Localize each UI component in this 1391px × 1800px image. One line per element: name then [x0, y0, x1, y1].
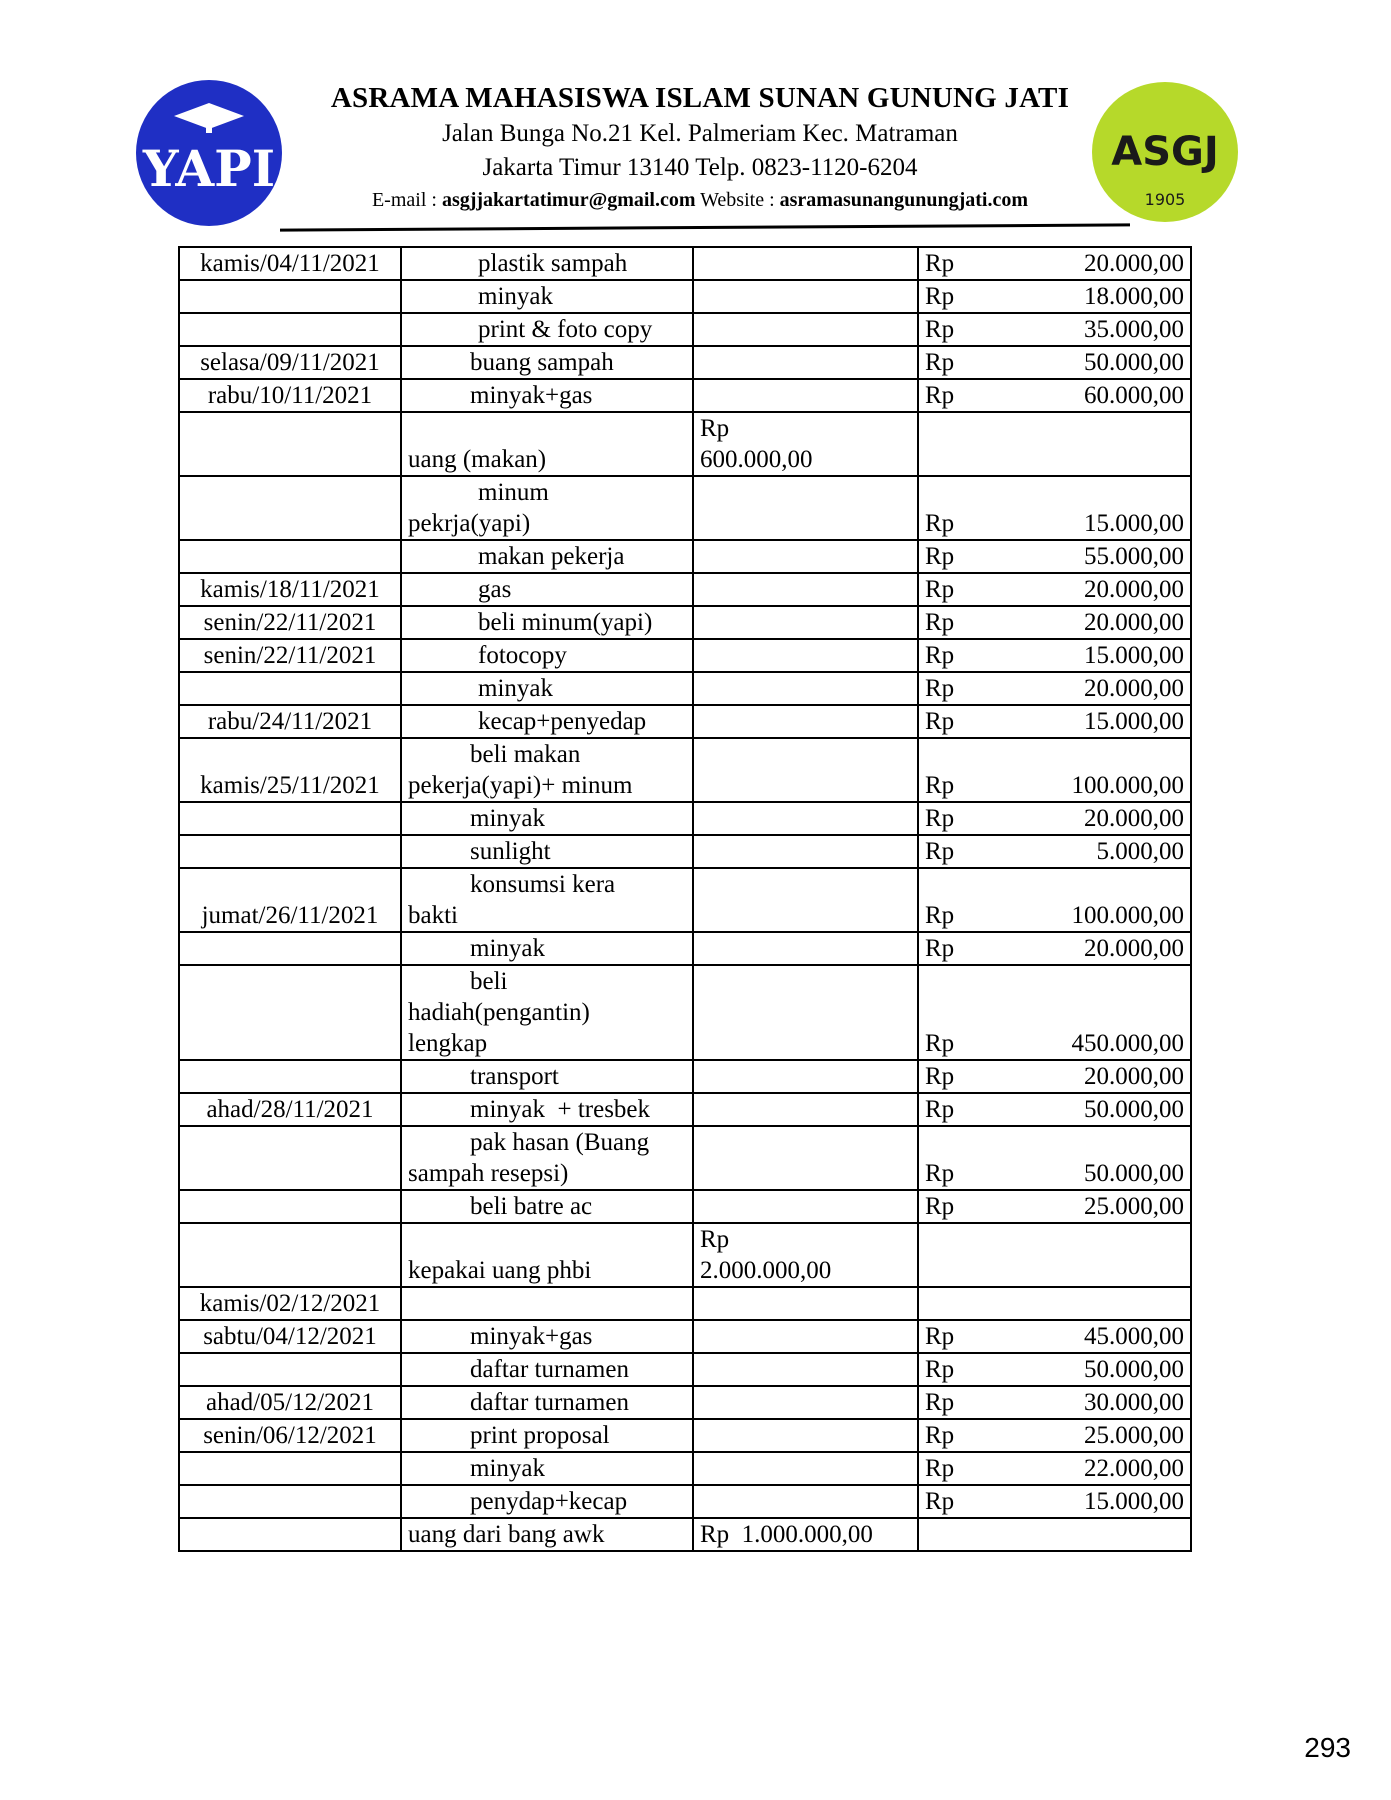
page-number: 293: [1304, 1732, 1351, 1763]
description-cell: [401, 1223, 693, 1287]
date-cell: rabu/10/11/2021: [179, 379, 401, 412]
table-row: [179, 1419, 1191, 1452]
income-cell: [693, 1060, 918, 1093]
table-row: [179, 606, 1191, 639]
currency-label: Rp: [925, 316, 955, 343]
amount-value: 50.000,00: [1084, 1160, 1184, 1187]
description-cell: [401, 1126, 693, 1190]
description-line: minyak: [470, 935, 545, 962]
description-line: buang sampah: [470, 349, 614, 376]
description-line: pekerja(yapi)+ minum: [408, 772, 633, 799]
table-row: [179, 1452, 1191, 1485]
expense-cell: [918, 705, 1191, 738]
description-cell: [401, 346, 693, 379]
expense-cell: [918, 1518, 1191, 1551]
amount-value: 15.000,00: [1084, 642, 1184, 669]
description-line: minyak: [478, 675, 553, 702]
amount-value: 18.000,00: [1084, 283, 1184, 310]
amount-value: 25.000,00: [1084, 1422, 1184, 1449]
table-row: [179, 313, 1191, 346]
income-cell: [693, 672, 918, 705]
currency-label: Rp: [925, 283, 955, 310]
income-cell: [693, 1320, 918, 1353]
expense-cell: [918, 1419, 1191, 1452]
description-cell: [401, 835, 693, 868]
description-cell: [401, 1353, 693, 1386]
currency-label: Rp: [925, 675, 955, 702]
date-cell: [179, 412, 401, 476]
income-cell: [693, 639, 918, 672]
date-cell: [179, 1060, 401, 1093]
date-cell: [179, 1452, 401, 1485]
description-line: gas: [478, 576, 512, 603]
description-cell: [401, 1386, 693, 1419]
description-line: kepakai uang phbi: [408, 1257, 592, 1284]
table-row: [179, 1093, 1191, 1126]
expense-cell: [918, 835, 1191, 868]
table-row: [179, 247, 1191, 280]
amount-value: 50.000,00: [1084, 1096, 1184, 1123]
description-line: print & foto copy: [478, 316, 653, 343]
income-cell: [693, 540, 918, 573]
expense-cell: [918, 1452, 1191, 1485]
description-cell: [401, 1060, 693, 1093]
description-cell: [401, 412, 693, 476]
expense-cell: [918, 1287, 1191, 1320]
amount-value: 5.000,00: [1096, 838, 1184, 865]
description-cell: [401, 1190, 693, 1223]
description-cell: [401, 802, 693, 835]
currency-label: Rp: [925, 609, 955, 636]
description-cell: [401, 1320, 693, 1353]
table-row: [179, 412, 1191, 476]
currency-label: Rp: [925, 1096, 955, 1123]
table-row: [179, 346, 1191, 379]
income-cell: [693, 932, 918, 965]
income-cell: [693, 379, 918, 412]
date-cell: [179, 802, 401, 835]
table-row: [179, 1386, 1191, 1419]
date-cell: ahad/28/11/2021: [179, 1093, 401, 1126]
income-cell: [693, 1093, 918, 1126]
table-row: [179, 280, 1191, 313]
expense-cell: [918, 639, 1191, 672]
amount-value: 55.000,00: [1084, 543, 1184, 570]
amount-value: 15.000,00: [1084, 1488, 1184, 1515]
currency-label: Rp: [925, 1455, 955, 1482]
date-cell: rabu/24/11/2021: [179, 705, 401, 738]
currency-label: Rp: [925, 250, 955, 277]
date-cell: [179, 932, 401, 965]
expense-cell: [918, 1093, 1191, 1126]
date-cell: [179, 835, 401, 868]
currency-label: Rp: [925, 1323, 955, 1350]
description-cell: [401, 932, 693, 965]
description-line: lengkap: [408, 1030, 488, 1057]
amount-value: 100.000,00: [1071, 772, 1184, 799]
income-cell: [693, 835, 918, 868]
currency-label: Rp: [925, 708, 955, 735]
date-cell: senin/22/11/2021: [179, 639, 401, 672]
description-cell: [401, 672, 693, 705]
amount-value: 450.000,00: [1071, 1030, 1184, 1057]
date-cell: senin/06/12/2021: [179, 1419, 401, 1452]
svg-text:YAPI: YAPI: [142, 139, 276, 198]
amount-value: 15.000,00: [1084, 708, 1184, 735]
date-cell: [179, 965, 401, 1060]
date-cell: kamis/02/12/2021: [179, 1287, 401, 1320]
expense-cell: [918, 313, 1191, 346]
description-cell: [401, 1485, 693, 1518]
amount-value: 25.000,00: [1084, 1193, 1184, 1220]
description-line: minyak + tresbek: [470, 1096, 651, 1123]
amount-value: 20.000,00: [1084, 935, 1184, 962]
table-row: [179, 672, 1191, 705]
currency-label: Rp: [925, 1488, 955, 1515]
expense-cell: [918, 932, 1191, 965]
income-cell: Rp 2.000.000,00: [693, 1223, 918, 1287]
date-cell: [179, 313, 401, 346]
expense-cell: [918, 346, 1191, 379]
description-line: konsumsi kera: [470, 871, 616, 898]
currency-label: Rp: [925, 543, 955, 570]
website-label: Website :: [695, 189, 780, 211]
expense-cell: [918, 672, 1191, 705]
table-row: [179, 379, 1191, 412]
description-cell: [401, 476, 693, 540]
expense-cell: [918, 412, 1191, 476]
address-line-2: Jakarta Timur 13140 Telp. 0823-1120-6204: [482, 154, 918, 181]
website-address: asramasunangunungjati.com: [779, 189, 1029, 211]
description-line: hadiah(pengantin): [408, 999, 590, 1026]
svg-text:ASGJ: ASGJ: [1111, 129, 1219, 175]
table-row: [179, 573, 1191, 606]
currency-label: Rp: [925, 902, 955, 929]
description-line: penydap+kecap: [470, 1488, 628, 1515]
description-cell: [401, 868, 693, 932]
amount-value: 15.000,00: [1084, 510, 1184, 537]
date-cell: [179, 1353, 401, 1386]
currency-label: Rp: [925, 805, 955, 832]
description-line: fotocopy: [478, 642, 567, 669]
description-cell: [401, 965, 693, 1060]
income-cell: [693, 606, 918, 639]
currency-label: Rp: [925, 838, 955, 865]
table-row: [179, 1190, 1191, 1223]
income-cell: [693, 247, 918, 280]
table-row: [179, 1485, 1191, 1518]
description-line: bakti: [408, 902, 458, 929]
date-cell: selasa/09/11/2021: [179, 346, 401, 379]
income-cell: [693, 346, 918, 379]
date-cell: ahad/05/12/2021: [179, 1386, 401, 1419]
income-cell: [693, 868, 918, 932]
expense-cell: [918, 1485, 1191, 1518]
expense-cell: [918, 868, 1191, 932]
description-line: minyak: [478, 283, 553, 310]
expense-cell: [918, 606, 1191, 639]
amount-value: 100.000,00: [1071, 902, 1184, 929]
income-cell: [693, 1419, 918, 1452]
expense-cell: [918, 247, 1191, 280]
date-cell: kamis/18/11/2021: [179, 573, 401, 606]
table-row: [179, 1353, 1191, 1386]
description-cell: [401, 379, 693, 412]
currency-label: Rp: [925, 1422, 955, 1449]
description-line: sampah resepsi): [408, 1160, 569, 1187]
description-line: minyak: [470, 1455, 545, 1482]
description-line: minyak: [470, 805, 545, 832]
description-line: minyak+gas: [470, 382, 593, 409]
table-row: [179, 1320, 1191, 1353]
amount-value: 20.000,00: [1084, 576, 1184, 603]
description-line: minum: [478, 479, 549, 506]
income-cell: [693, 1287, 918, 1320]
amount-value: 20.000,00: [1084, 675, 1184, 702]
currency-label: Rp: [925, 1063, 955, 1090]
amount-value: 60.000,00: [1084, 382, 1184, 409]
description-line: uang (makan): [408, 446, 547, 473]
date-cell: [179, 1126, 401, 1190]
expense-cell: [918, 1126, 1191, 1190]
description-cell: [401, 1419, 693, 1452]
expense-cell: [918, 379, 1191, 412]
amount-value: 35.000,00: [1084, 316, 1184, 343]
table-row: [179, 802, 1191, 835]
table-row: [179, 965, 1191, 1060]
description-cell: [401, 280, 693, 313]
date-cell: [179, 1223, 401, 1287]
description-line: daftar turnamen: [470, 1356, 629, 1383]
svg-text:1905: 1905: [1144, 190, 1186, 209]
expense-cell: [918, 540, 1191, 573]
table-row: [179, 540, 1191, 573]
email-address: asgjjakartatimur@gmail.com: [441, 189, 696, 211]
amount-value: 30.000,00: [1084, 1389, 1184, 1416]
expense-cell: [918, 802, 1191, 835]
contact-line: [250, 189, 1150, 212]
description-line: minyak+gas: [470, 1323, 593, 1350]
income-cell: [693, 802, 918, 835]
description-line: beli minum(yapi): [478, 609, 653, 636]
description-cell: [401, 573, 693, 606]
description-cell: [401, 738, 693, 802]
table-row: [179, 1518, 1191, 1551]
income-cell: [693, 1353, 918, 1386]
expense-cell: [918, 738, 1191, 802]
currency-label: Rp: [925, 935, 955, 962]
description-cell: [401, 705, 693, 738]
income-cell: [693, 573, 918, 606]
table-row: [179, 1126, 1191, 1190]
date-cell: [179, 476, 401, 540]
description-line: plastik sampah: [478, 250, 628, 277]
table-row: [179, 868, 1191, 932]
table-row: [179, 835, 1191, 868]
date-cell: [179, 1190, 401, 1223]
table-row: [179, 738, 1191, 802]
income-cell: [693, 738, 918, 802]
description-line: pak hasan (Buang: [470, 1129, 650, 1156]
description-cell: [401, 606, 693, 639]
table-row: [179, 1223, 1191, 1287]
amount-value: 20.000,00: [1084, 805, 1184, 832]
income-cell: Rp 600.000,00: [693, 412, 918, 476]
date-cell: [179, 280, 401, 313]
description-line: beli: [470, 968, 508, 995]
header-divider: [280, 223, 1130, 231]
table-row: [179, 476, 1191, 540]
description-line: pekrja(yapi): [408, 510, 531, 537]
expense-cell: [918, 1223, 1191, 1287]
description-cell: [401, 1287, 693, 1320]
income-cell: [693, 280, 918, 313]
income-cell: [693, 476, 918, 540]
amount-value: 22.000,00: [1084, 1455, 1184, 1482]
currency-label: Rp: [925, 1356, 955, 1383]
amount-value: 50.000,00: [1084, 349, 1184, 376]
description-line: transport: [470, 1063, 559, 1090]
expense-table: [178, 246, 1192, 1552]
date-cell: [179, 540, 401, 573]
description-cell: [401, 540, 693, 573]
income-cell: [693, 1485, 918, 1518]
institution-title: ASRAMA MAHASISWA ISLAM SUNAN GUNUNG JATI: [330, 82, 1070, 114]
expense-cell: [918, 280, 1191, 313]
description-line: kecap+penyedap: [478, 708, 647, 735]
expense-cell: [918, 1060, 1191, 1093]
currency-label: Rp: [925, 349, 955, 376]
amount-value: 50.000,00: [1084, 1356, 1184, 1383]
income-cell: [693, 1452, 918, 1485]
expense-cell: [918, 1190, 1191, 1223]
currency-label: Rp: [925, 1160, 955, 1187]
table-row: [179, 1287, 1191, 1320]
income-cell: [693, 1126, 918, 1190]
date-cell: [179, 672, 401, 705]
date-cell: [179, 1518, 401, 1551]
description-cell: [401, 1093, 693, 1126]
description-line: beli makan: [470, 741, 581, 768]
expense-cell: [918, 1320, 1191, 1353]
currency-label: Rp: [925, 576, 955, 603]
date-cell: senin/22/11/2021: [179, 606, 401, 639]
currency-label: Rp: [925, 1389, 955, 1416]
table-row: [179, 1060, 1191, 1093]
amount-value: 20.000,00: [1084, 1063, 1184, 1090]
description-line: print proposal: [470, 1422, 610, 1449]
expense-cell: [918, 1353, 1191, 1386]
currency-label: Rp: [925, 1193, 955, 1220]
email-label: E-mail :: [371, 189, 442, 211]
expense-cell: [918, 476, 1191, 540]
description-line: makan pekerja: [478, 543, 625, 570]
expense-cell: [918, 573, 1191, 606]
income-cell: Rp 1.000.000,00: [693, 1518, 918, 1551]
income-cell: [693, 965, 918, 1060]
description-line: uang dari bang awk: [408, 1521, 605, 1548]
currency-label: Rp: [925, 510, 955, 537]
currency-label: Rp: [925, 382, 955, 409]
income-cell: [693, 705, 918, 738]
currency-label: Rp: [925, 642, 955, 669]
description-cell: [401, 313, 693, 346]
description-cell: [401, 247, 693, 280]
description-line: beli batre ac: [470, 1193, 593, 1220]
income-cell: [693, 313, 918, 346]
expense-cell: [918, 1386, 1191, 1419]
table-row: [179, 932, 1191, 965]
date-cell: [179, 1485, 401, 1518]
description-cell: [401, 1518, 693, 1551]
description-line: sunlight: [470, 838, 551, 865]
income-cell: [693, 1386, 918, 1419]
amount-value: 45.000,00: [1084, 1323, 1184, 1350]
amount-value: 20.000,00: [1084, 250, 1184, 277]
date-cell: jumat/26/11/2021: [179, 868, 401, 932]
expense-cell: [918, 965, 1191, 1060]
income-cell: [693, 1190, 918, 1223]
table-row: [179, 639, 1191, 672]
amount-value: 20.000,00: [1084, 609, 1184, 636]
description-cell: [401, 1452, 693, 1485]
table-row: [179, 705, 1191, 738]
address-line-1: Jalan Bunga No.21 Kel. Palmeriam Kec. Matraman: [442, 120, 958, 147]
date-cell: kamis/25/11/2021: [179, 738, 401, 802]
description-line: [408, 1288, 686, 1319]
date-cell: sabtu/04/12/2021: [179, 1320, 401, 1353]
description-line: daftar turnamen: [470, 1389, 629, 1416]
date-cell: kamis/04/11/2021: [179, 247, 401, 280]
description-cell: [401, 639, 693, 672]
currency-label: Rp: [925, 772, 955, 799]
currency-label: Rp: [925, 1030, 955, 1057]
